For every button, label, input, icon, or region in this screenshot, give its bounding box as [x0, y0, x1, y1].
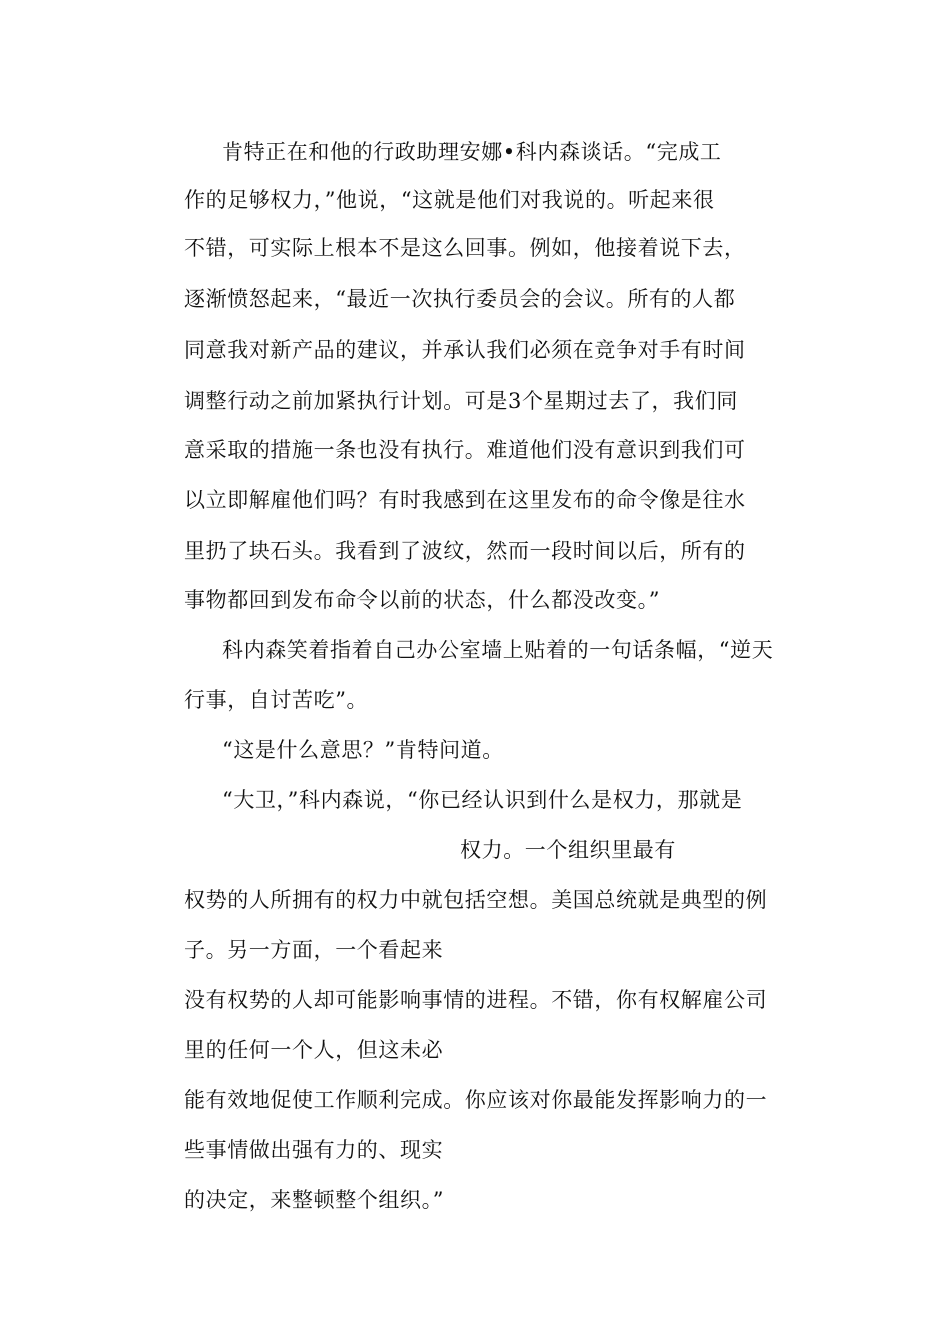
paragraph-1-line-1: 肯特正在和他的行政助理安娜•科内森谈话。“完成工 — [222, 140, 722, 164]
paragraph-1-line-6: 调整行动之前加紧执行计划。可是3个星期过去了，我们同 — [184, 389, 738, 413]
paragraph-4-line-2: 权力。一个组织里最有 — [460, 838, 676, 862]
paragraph-4-line-5: 没有权势的人却可能影响事情的进程。不错，你有权解雇公司 — [184, 988, 768, 1012]
paragraph-4-line-7: 能有效地促使工作顺利完成。你应该对你最能发挥影响力的一 — [184, 1088, 768, 1112]
paragraph-1-line-5: 同意我对新产品的建议，并承认我们必须在竞争对手有时间 — [184, 338, 746, 362]
paragraph-4-line-6: 里的任何一个人，但这未必 — [184, 1038, 444, 1062]
paragraph-4-line-8: 些事情做出强有力的、现实 — [184, 1138, 444, 1162]
paragraph-1-line-2: 作的足够权力，”他说，“这就是他们对我说的。听起来很 — [184, 188, 715, 212]
paragraph-1-line-8: 以立即解雇他们吗？有时我感到在这里发布的命令像是往水 — [184, 488, 746, 512]
paragraph-3-line-1: “这是什么意思？”肯特问道。 — [222, 738, 504, 762]
paragraph-4-line-1: “大卫，”科内森说，“你已经认识到什么是权力，那就是 — [222, 788, 743, 812]
paragraph-4-line-3: 权势的人所拥有的权力中就包括空想。美国总统就是典型的例 — [184, 888, 768, 912]
paragraph-1-line-7: 意采取的措施一条也没有执行。难道他们没有意识到我们可 — [184, 438, 746, 462]
paragraph-2-line-2: 行事，自讨苦吃”。 — [184, 688, 369, 712]
paragraph-1-line-4: 逐渐愤怒起来，“最近一次执行委员会的会议。所有的人都 — [184, 287, 736, 311]
paragraph-1-line-9: 里扔了块石头。我看到了波纹，然而一段时间以后，所有的 — [184, 539, 746, 563]
paragraph-4-line-9: 的决定，来整顿整个组织。” — [184, 1188, 445, 1212]
paragraph-1-line-3: 不错，可实际上根本不是这么回事。例如，他接着说下去， — [184, 236, 746, 260]
paragraph-1-line-10: 事物都回到发布命令以前的状态，什么都没改变。” — [184, 588, 661, 612]
paragraph-2-line-1: 科内森笑着指着自己办公室墙上贴着的一句话条幅，“逆天 — [222, 638, 774, 662]
paragraph-4-line-4: 子。另一方面，一个看起来 — [184, 938, 444, 962]
